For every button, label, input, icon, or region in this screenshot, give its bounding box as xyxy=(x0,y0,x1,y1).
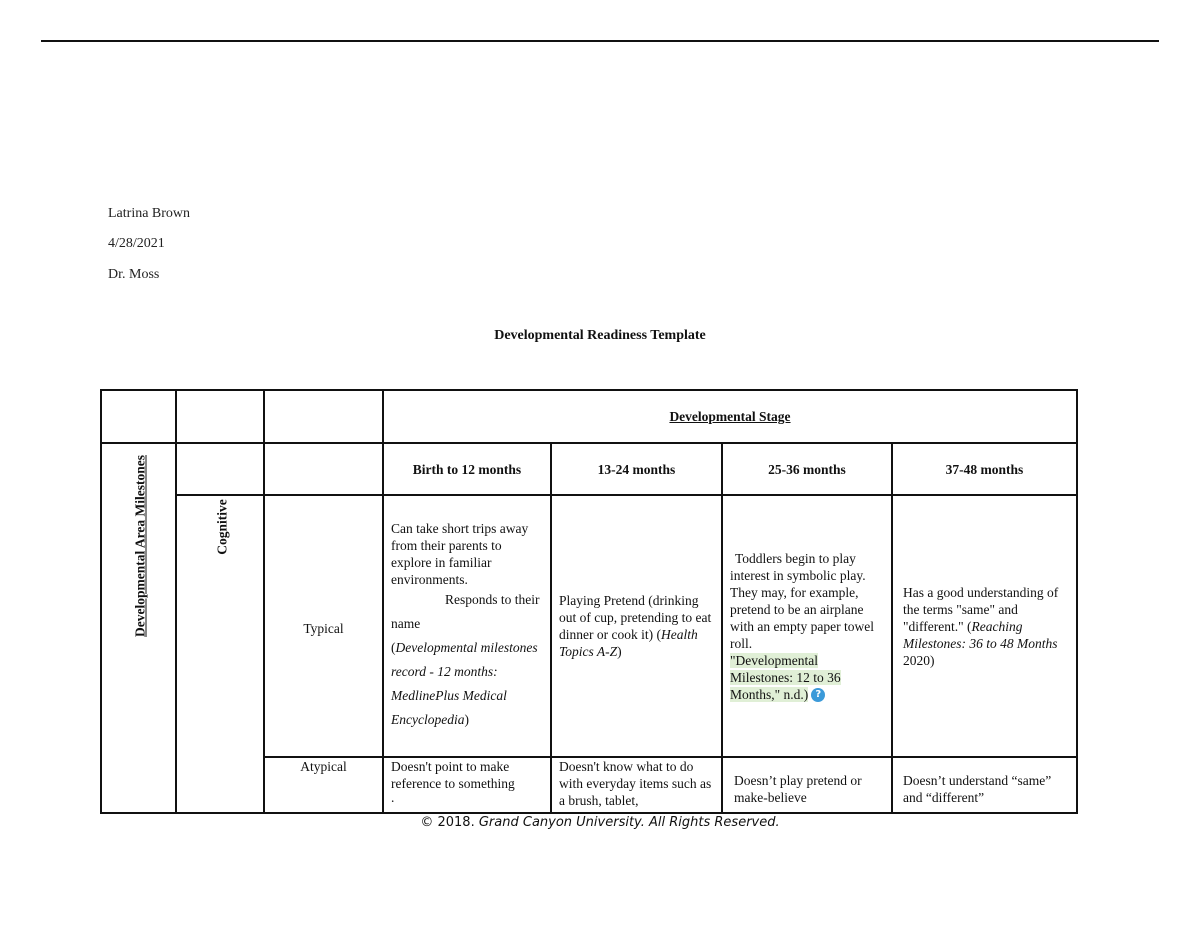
atypical-birth-12-tail: . xyxy=(391,790,395,805)
document-title: Developmental Readiness Template xyxy=(494,328,706,343)
cite-open: ( xyxy=(391,640,396,655)
atypical-birth-12-text: Doesn't point to make reference to something xyxy=(391,759,515,791)
typical-13-24-cite-title: Health Topics A-Z xyxy=(559,627,698,659)
typical-37-48-text: Has a good understanding of the terms "same" and "different." ( xyxy=(903,584,1059,634)
atypical-cell-37-48: Doesn’t understand “same” and “different” xyxy=(892,757,1077,814)
typical-cell-25-36 xyxy=(722,495,892,757)
row-label-atypical: Atypical xyxy=(264,757,383,814)
typical-25-36-citation[interactable]: "Developmental Milestones: 12 to 36 Months," n.d.) xyxy=(730,652,841,702)
typical-birth-12-text-b xyxy=(391,588,543,636)
typical-birth-12-citation xyxy=(391,636,543,732)
column-header-25-36: 25-36 months xyxy=(722,443,892,495)
typical-13-24-text: Playing Pretend (drinking out of cup, pretending to eat dinner or cook it) ( xyxy=(559,593,712,642)
typical-37-48-cite-year: 2020) xyxy=(903,652,935,668)
page-footer xyxy=(0,815,1200,830)
typical-birth-12-text: Can take short trips away from their parents to explore in familiar environments. xyxy=(391,521,529,587)
typical-cell-birth-12 xyxy=(383,495,551,757)
submission-date: 4/28/2021 xyxy=(108,236,165,251)
instructor-name: Dr. Moss xyxy=(108,267,160,282)
area-milestones-cell xyxy=(101,443,176,814)
typical-13-24-cite-close: ) xyxy=(617,644,622,659)
typical-25-36-text: Toddlers begin to play interest in symbolic play. They may, for example, pretend to be an airplane with an empty paper towel roll. xyxy=(730,550,874,651)
blank-corner-cell xyxy=(264,390,383,443)
cite-title: Developmental milestones record - 12 months: MedlinePlus Medical Encyclopedia xyxy=(391,640,538,727)
cognitive-domain-cell xyxy=(176,495,264,814)
footer-text: Grand Canyon University. All Rights Reserved. xyxy=(478,815,780,830)
typical-birth-12-name-response: Responds to their name xyxy=(391,592,540,631)
typical-cell-13-24 xyxy=(551,495,722,757)
blank-cell xyxy=(176,443,264,495)
cognitive-label: Cognitive xyxy=(214,499,230,555)
typical-cell-37-48 xyxy=(892,495,1077,757)
atypical-cell-13-24: Doesn't know what to do with everyday items such as a brush, tablet, xyxy=(551,757,722,814)
typical-25-36-citation-block xyxy=(730,652,884,703)
column-header-birth-12: Birth to 12 months xyxy=(383,443,551,495)
atypical-cell-birth-12 xyxy=(383,757,551,814)
header-rule xyxy=(41,40,1159,42)
typical-37-48-cite-title: Reaching Milestones: 36 to 48 Months xyxy=(903,618,1058,651)
footer-copyright: © 2018. xyxy=(420,815,475,830)
developmental-stage-header: Developmental Stage xyxy=(383,390,1077,443)
column-header-37-48: 37-48 months xyxy=(892,443,1077,495)
readiness-table xyxy=(100,389,1078,814)
student-name: Latrina Brown xyxy=(108,206,191,221)
cite-close: ) xyxy=(464,712,469,727)
area-milestones-label: Developmental Area Milestones xyxy=(132,455,148,637)
blank-corner-cell xyxy=(176,390,264,443)
atypical-cell-25-36: Doesn’t play pretend or make-believe xyxy=(722,757,892,814)
question-circle-icon[interactable]: ? xyxy=(811,688,825,702)
blank-corner-cell xyxy=(101,390,176,443)
column-header-13-24: 13-24 months xyxy=(551,443,722,495)
row-label-typical: Typical xyxy=(264,495,383,757)
blank-cell xyxy=(264,443,383,495)
table-page-cut xyxy=(100,812,1076,814)
